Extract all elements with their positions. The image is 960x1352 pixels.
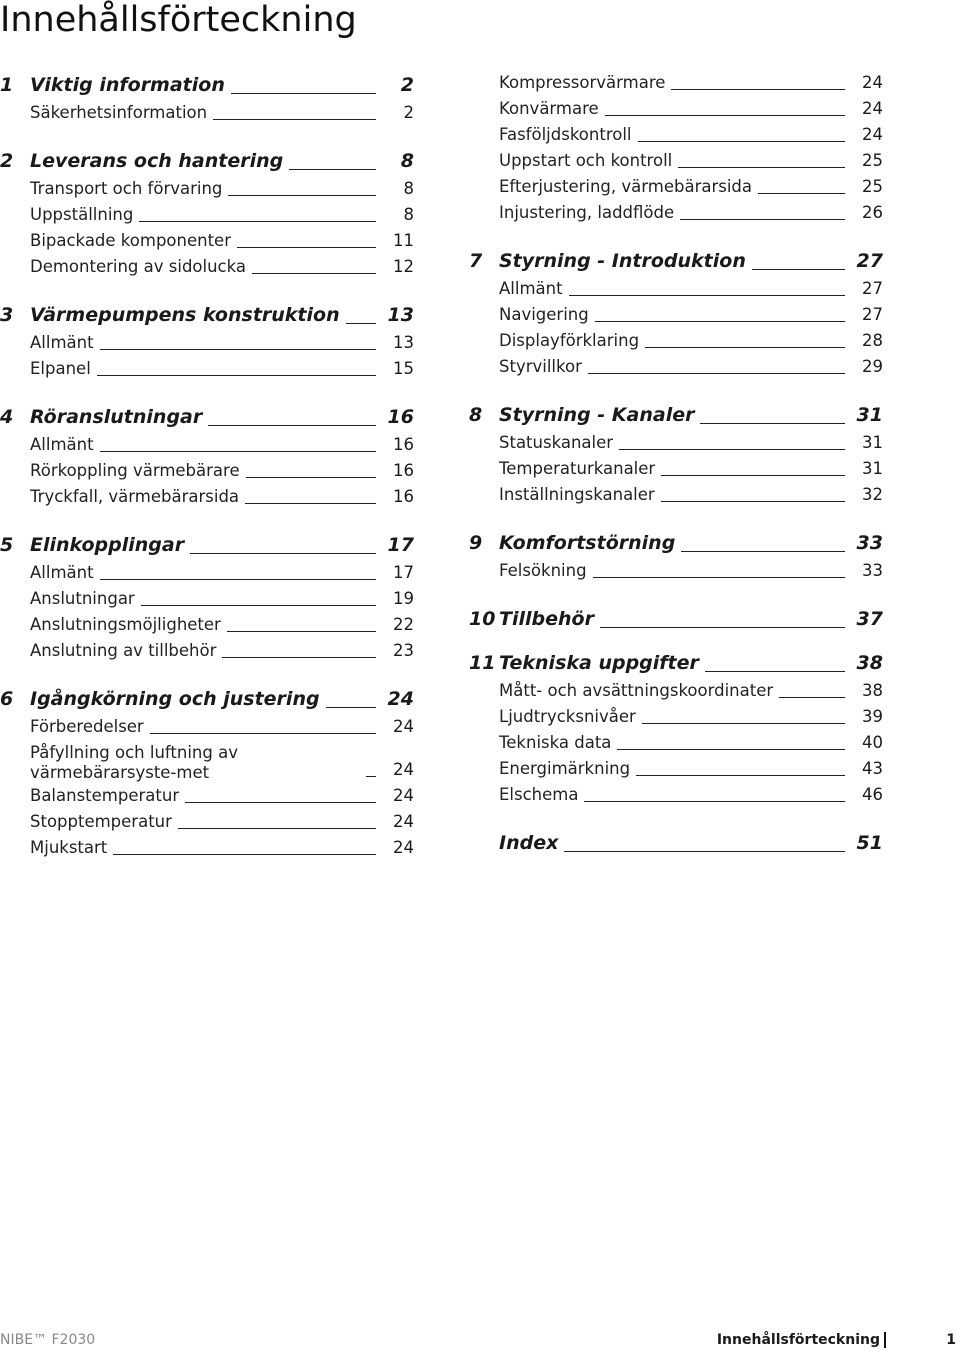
toc-subsection-entry[interactable] — [469, 430, 883, 456]
toc-page-number: 28 — [862, 331, 883, 350]
toc-entry-label: Statuskanaler — [499, 433, 614, 452]
toc-chapter-entry[interactable] — [469, 648, 883, 678]
toc-entry-label: Allmänt — [30, 435, 94, 454]
toc-entry-label: Efterjustering, värmebärarsida — [499, 177, 753, 196]
toc-leader-line — [680, 219, 845, 220]
toc-page-number: 13 — [387, 304, 414, 326]
toc-subsection-entry[interactable] — [0, 714, 414, 740]
toc-subsection-entry[interactable] — [0, 254, 414, 280]
toc-leader-line — [237, 247, 376, 248]
toc-entry-label: Tekniska data — [499, 733, 612, 752]
toc-entry-label: Energimärkning — [499, 759, 631, 778]
toc-subsection-entry[interactable] — [0, 586, 414, 612]
toc-page-number: 25 — [862, 177, 883, 196]
toc-leader-line — [569, 295, 845, 296]
toc-entry-label: Injustering, laddflöde — [499, 203, 675, 222]
toc-page-number: 39 — [862, 707, 883, 726]
toc-subsection-entry[interactable] — [0, 740, 414, 783]
toc-subsection-entry[interactable] — [469, 456, 883, 482]
toc-subsection-entry[interactable] — [469, 730, 883, 756]
toc-leader-line — [681, 551, 845, 552]
footer-chapter-title: Innehållsförteckning — [716, 1332, 880, 1348]
toc-leader-line — [245, 503, 376, 504]
toc-chapter-group — [0, 402, 414, 510]
toc-page-number: 24 — [862, 125, 883, 144]
toc-leader-line — [636, 775, 845, 776]
toc-subsection-entry[interactable] — [469, 328, 883, 354]
toc-entry-label: Elinkopplingar — [30, 534, 185, 556]
toc-subsection-entry[interactable] — [469, 678, 883, 704]
toc-leader-line — [150, 733, 376, 734]
footer-brand: NIBE™ F2030 — [0, 1332, 96, 1348]
toc-chapter-group — [469, 528, 883, 584]
toc-subsection-entry[interactable] — [0, 356, 414, 382]
toc-entry-number: 10 — [469, 608, 496, 630]
toc-chapter-entry[interactable] — [0, 146, 414, 176]
toc-entry-label: Stopptemperatur — [30, 812, 172, 831]
toc-entry-number: 8 — [469, 404, 483, 426]
toc-leader-line — [231, 93, 376, 94]
toc-leader-line — [642, 723, 845, 724]
toc-entry-label: Allmänt — [30, 333, 94, 352]
toc-entry-label: Konvärmare — [499, 99, 599, 118]
toc-subsection-entry[interactable] — [469, 482, 883, 508]
toc-entry-label: Demontering av sidolucka — [30, 257, 247, 276]
toc-entry-label: Tryckfall, värmebärarsida — [30, 487, 240, 506]
toc-leader-line — [100, 579, 376, 580]
toc-leader-line — [600, 627, 845, 628]
toc-leader-line — [326, 707, 376, 708]
toc-entry-label: Röranslutningar — [30, 406, 203, 428]
toc-subsection-entry[interactable] — [0, 100, 414, 126]
toc-chapter-group — [469, 246, 883, 380]
toc-page-number: 26 — [862, 203, 883, 222]
toc-entry-number: 4 — [0, 406, 14, 428]
toc-subsection-entry[interactable] — [469, 148, 883, 174]
toc-entry-label: Index — [499, 832, 559, 854]
toc-page-number: 24 — [387, 688, 414, 710]
toc-entry-label: Leverans och hantering — [30, 150, 284, 172]
toc-page-number: 51 — [856, 832, 883, 854]
toc-leader-line — [705, 671, 845, 672]
toc-entry-label: Styrning - Kanaler — [499, 404, 695, 426]
toc-entry-label: Tekniska uppgifter — [499, 652, 699, 674]
toc-leader-line — [213, 119, 376, 120]
toc-leader-line — [185, 802, 376, 803]
toc-page-number: 11 — [393, 231, 414, 250]
toc-leader-line — [605, 115, 845, 116]
toc-entry-number: 6 — [0, 688, 14, 710]
toc-page-number: 13 — [393, 333, 414, 352]
toc-page-number: 24 — [393, 812, 414, 831]
toc-entry-label: Rörkoppling värmebärare — [30, 461, 240, 480]
toc-page-number: 38 — [856, 652, 883, 674]
toc-leader-line — [100, 451, 376, 452]
toc-entry-label: Fasföljdskontroll — [499, 125, 632, 144]
toc-chapter-entry[interactable] — [469, 604, 883, 634]
toc-entry-label: Anslutningsmöjligheter — [30, 615, 221, 634]
toc-subsection-entry[interactable] — [469, 558, 883, 584]
toc-entry-label: Balanstemperatur — [30, 786, 180, 805]
toc-chapter-group — [469, 400, 883, 508]
toc-page-number: 33 — [856, 532, 883, 554]
toc-leader-line — [228, 195, 376, 196]
toc-page-number: 27 — [862, 279, 883, 298]
toc-page-number: 24 — [393, 786, 414, 805]
toc-leader-line — [638, 141, 846, 142]
toc-leader-line — [246, 477, 376, 478]
toc-entry-label: Uppställning — [30, 205, 134, 224]
toc-leader-line — [661, 475, 845, 476]
toc-subsection-entry[interactable] — [0, 638, 414, 664]
toc-leader-line — [678, 167, 845, 168]
toc-subsection-entry[interactable] — [0, 783, 414, 809]
toc-subsection-entry[interactable] — [0, 560, 414, 586]
toc-left-column — [0, 70, 414, 881]
footer-page-number: 1 — [946, 1332, 956, 1348]
toc-chapter-group — [0, 146, 414, 280]
toc-leader-line — [113, 854, 376, 855]
toc-page-number: 19 — [393, 589, 414, 608]
toc-leader-line — [700, 423, 845, 424]
toc-subsection-entry[interactable] — [0, 330, 414, 356]
toc-leader-line — [97, 375, 376, 376]
toc-leader-line — [671, 89, 845, 90]
toc-page-number: 27 — [856, 250, 883, 272]
toc-leader-line — [208, 425, 376, 426]
toc-leader-line — [588, 373, 845, 374]
toc-entry-label: Säkerhetsinformation — [30, 103, 208, 122]
toc-entry-label: Uppstart och kontroll — [499, 151, 673, 170]
toc-entry-label: Ljudtrycksnivåer — [499, 707, 636, 726]
toc-chapter-group — [0, 70, 414, 126]
toc-leader-line — [141, 605, 376, 606]
toc-page-number: 33 — [862, 561, 883, 580]
toc-leader-line — [139, 221, 376, 222]
toc-chapter-entry[interactable] — [0, 684, 414, 714]
toc-page-number: 43 — [862, 759, 883, 778]
toc-page-number: 8 — [403, 179, 414, 198]
toc-subsection-entry[interactable] — [469, 756, 883, 782]
toc-chapter-entry[interactable] — [0, 300, 414, 330]
toc-entry-label: Felsökning — [499, 561, 587, 580]
toc-entry-label: Elschema — [499, 785, 579, 804]
toc-page-number: 46 — [862, 785, 883, 804]
toc-entry-label: Mått- och avsättningskoordinater — [499, 681, 774, 700]
toc-page-number: 16 — [393, 435, 414, 454]
toc-page-number: 24 — [393, 760, 414, 779]
toc-leader-line — [584, 801, 845, 802]
toc-page-number: 24 — [862, 99, 883, 118]
toc-chapter-group — [0, 684, 414, 861]
toc-page-number: 27 — [862, 305, 883, 324]
toc-entry-label: Styrvillkor — [499, 357, 582, 376]
footer-separator — [884, 1332, 886, 1348]
toc-page-number: 23 — [393, 641, 414, 660]
toc-chapter-entry[interactable] — [0, 70, 414, 100]
toc-chapter-entry[interactable] — [469, 246, 883, 276]
toc-subsection-entry[interactable] — [469, 354, 883, 380]
toc-page-number: 16 — [393, 487, 414, 506]
toc-leader-line — [252, 273, 376, 274]
toc-page-number: 15 — [393, 359, 414, 378]
toc-entry-label: Bipackade komponenter — [30, 231, 231, 250]
toc-leader-line — [617, 749, 845, 750]
toc-entry-label: Anslutning av tillbehör — [30, 641, 217, 660]
toc-chapter-entry[interactable] — [469, 828, 883, 858]
toc-subsection-entry[interactable] — [469, 174, 883, 200]
toc-chapter-entry[interactable] — [0, 402, 414, 432]
toc-entry-label: Värmepumpens konstruktion — [30, 304, 340, 326]
toc-entry-label: Inställningskanaler — [499, 485, 655, 504]
toc-leader-line — [289, 169, 376, 170]
toc-leader-line — [227, 631, 376, 632]
toc-page-number: 17 — [393, 563, 414, 582]
toc-entry-label: Displayförklaring — [499, 331, 640, 350]
toc-subsection-entry[interactable] — [0, 835, 414, 861]
toc-subsection-entry[interactable] — [469, 276, 883, 302]
toc-subsection-entry[interactable] — [469, 200, 883, 226]
toc-subsection-entry[interactable] — [0, 432, 414, 458]
toc-subsection-entry[interactable] — [0, 484, 414, 510]
toc-leader-line — [779, 697, 845, 698]
toc-page-number: 31 — [862, 433, 883, 452]
page-footer — [0, 1330, 960, 1352]
toc-page-number: 22 — [393, 615, 414, 634]
toc-page-number: 38 — [862, 681, 883, 700]
toc-subsection-entry[interactable] — [0, 176, 414, 202]
toc-chapter-entry[interactable] — [0, 530, 414, 560]
toc-page-number: 12 — [393, 257, 414, 276]
toc-entry-label: Allmänt — [30, 563, 94, 582]
toc-chapter-entry[interactable] — [469, 528, 883, 558]
toc-page-number: 17 — [387, 534, 414, 556]
toc-entry-label: Tillbehör — [499, 608, 594, 630]
toc-chapter-group — [0, 300, 414, 382]
toc-subsection-entry[interactable] — [469, 122, 883, 148]
toc-entry-number: 11 — [469, 652, 496, 674]
toc-subsection-entry[interactable] — [469, 302, 883, 328]
toc-leader-line — [645, 347, 845, 348]
toc-entry-label: Elpanel — [30, 359, 91, 378]
toc-entry-label: Komfortstörning — [499, 532, 676, 554]
toc-continuation-group — [469, 70, 883, 226]
toc-leader-line — [593, 577, 845, 578]
toc-subsection-entry[interactable] — [0, 809, 414, 835]
toc-leader-line — [366, 776, 376, 777]
toc-entry-number: 9 — [469, 532, 483, 554]
toc-page-number: 2 — [403, 103, 414, 122]
toc-entry-label: Allmänt — [499, 279, 563, 298]
toc-entry-label: Kompressorvärmare — [499, 73, 666, 92]
toc-page-number: 2 — [400, 74, 414, 96]
toc-entry-number: 2 — [0, 150, 14, 172]
toc-page-number: 16 — [387, 406, 414, 428]
toc-subsection-entry[interactable] — [469, 704, 883, 730]
toc-leader-line — [346, 323, 376, 324]
toc-subsection-entry[interactable] — [469, 70, 883, 96]
toc-page-number: 8 — [400, 150, 414, 172]
toc-page-number: 31 — [862, 459, 883, 478]
page-title: Innehållsförteckning — [0, 0, 357, 40]
toc-page-number: 25 — [862, 151, 883, 170]
toc-page-number: 24 — [393, 838, 414, 857]
toc-entry-label: Förberedelser — [30, 717, 144, 736]
toc-entry-label: Temperaturkanaler — [499, 459, 656, 478]
toc-entry-label: Styrning - Introduktion — [499, 250, 746, 272]
toc-entry-label: Mjukstart — [30, 838, 108, 857]
toc-leader-line — [222, 657, 376, 658]
toc-page-number: 24 — [393, 717, 414, 736]
toc-chapter-group — [469, 648, 883, 808]
toc-right-column — [469, 70, 883, 872]
toc-leader-line — [190, 553, 376, 554]
toc-leader-line — [758, 193, 845, 194]
toc-leader-line — [564, 851, 845, 852]
toc-leader-line — [619, 449, 845, 450]
toc-chapter-group — [469, 828, 883, 858]
toc-chapter-group — [469, 604, 883, 634]
toc-subsection-entry[interactable] — [469, 782, 883, 808]
toc-page-number: 40 — [862, 733, 883, 752]
toc-entry-label: Igångkörning och justering — [30, 688, 320, 710]
toc-subsection-entry[interactable] — [0, 202, 414, 228]
toc-entry-number: 7 — [469, 250, 483, 272]
toc-entry-label: Anslutningar — [30, 589, 135, 608]
toc-page-number: 37 — [856, 608, 883, 630]
toc-entry-label: Transport och förvaring — [30, 179, 223, 198]
toc-entry-number: 1 — [0, 74, 14, 96]
toc-entry-number: 3 — [0, 304, 14, 326]
toc-leader-line — [595, 321, 845, 322]
toc-leader-line — [100, 349, 376, 350]
toc-entry-label: Påfyllning och luftning av värmebärarsyste-met — [30, 743, 238, 782]
toc-leader-line — [178, 828, 376, 829]
toc-page-number: 31 — [856, 404, 883, 426]
toc-entry-label: Navigering — [499, 305, 589, 324]
toc-page-number: 32 — [862, 485, 883, 504]
toc-page-number: 29 — [862, 357, 883, 376]
toc-subsection-entry[interactable] — [0, 612, 414, 638]
toc-page-number: 16 — [393, 461, 414, 480]
toc-leader-line — [661, 501, 845, 502]
toc-chapter-entry[interactable] — [469, 400, 883, 430]
toc-subsection-entry[interactable] — [469, 96, 883, 122]
toc-subsection-entry[interactable] — [0, 228, 414, 254]
toc-entry-label: Viktig information — [30, 74, 225, 96]
toc-subsection-entry[interactable] — [0, 458, 414, 484]
toc-page-number: 8 — [403, 205, 414, 224]
toc-entry-number: 5 — [0, 534, 14, 556]
toc-page-number: 24 — [862, 73, 883, 92]
toc-leader-line — [752, 269, 845, 270]
toc-chapter-group — [0, 530, 414, 664]
